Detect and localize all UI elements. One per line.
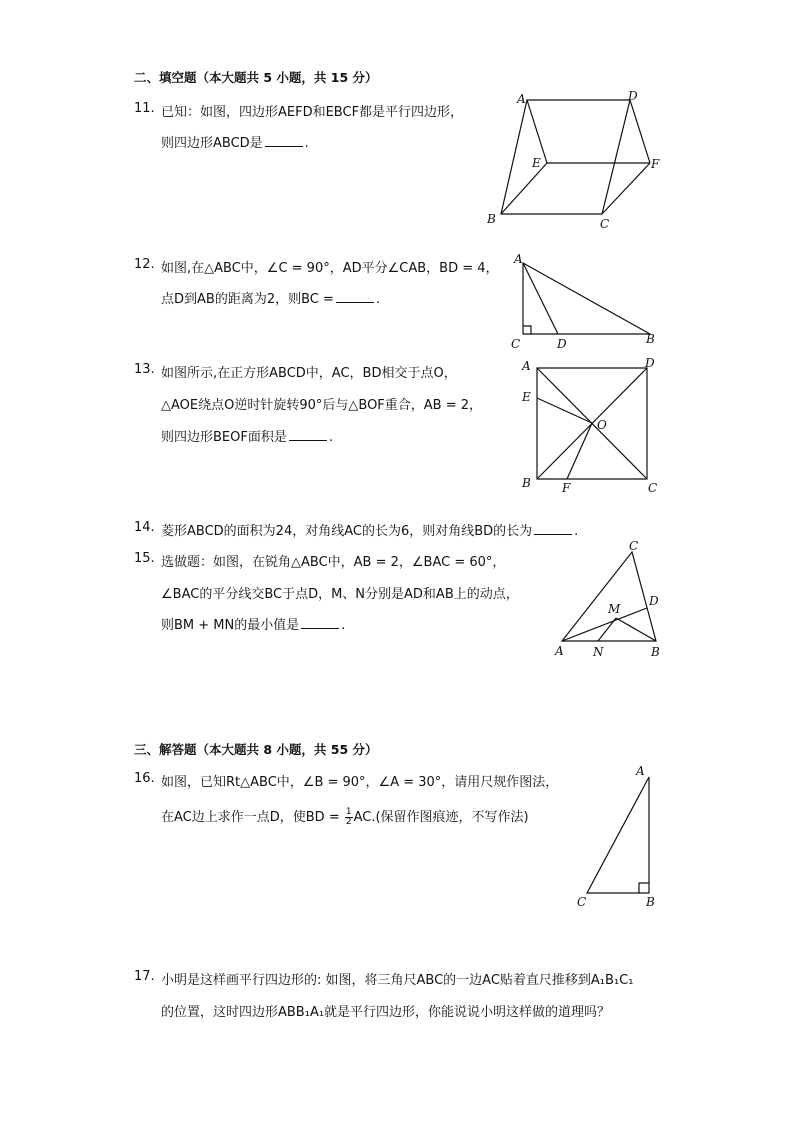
section-2-title: 二、填空题（本大题共 5 小题，共 15 分） bbox=[134, 70, 378, 85]
figure-12-label-d: D bbox=[557, 337, 567, 350]
figure-11-label-e: E bbox=[532, 156, 541, 170]
question-13-line-3 bbox=[161, 426, 333, 445]
question-14-period: . bbox=[574, 524, 579, 539]
question-13-line-2: △AOE绕点O逆时针旋转90°后与△BOF重合，AB = 2， bbox=[161, 398, 483, 413]
figure-15-label-a: A bbox=[555, 644, 564, 658]
figure-15-segment-mn bbox=[598, 618, 616, 641]
figure-13-label-e: E bbox=[522, 390, 531, 404]
question-16-text: 在AC边上求作一点D，使BD = bbox=[161, 810, 340, 825]
question-17-number: 17. bbox=[134, 969, 155, 984]
figure-12-label-a: A bbox=[514, 252, 523, 266]
figure-11-label-b: B bbox=[487, 212, 496, 226]
figure-15-label-b: B bbox=[651, 645, 660, 659]
figure-12-label-b: B bbox=[646, 332, 655, 346]
question-15-line-2: ∠BAC的平分线交BC于点D，M、N分别是AD和AB上的动点， bbox=[161, 587, 519, 602]
answer-blank[interactable] bbox=[301, 616, 339, 629]
figure-12-right-angle-mark bbox=[523, 326, 531, 334]
figure-12-bisector-ad bbox=[523, 263, 558, 334]
fraction-one-half: $\frac{1}{2}$ bbox=[345, 807, 352, 827]
figure-16-label-a: A bbox=[636, 764, 645, 778]
figure-16-right-angle-mark bbox=[639, 883, 649, 893]
figure-13-label-d: D bbox=[645, 356, 655, 370]
figure-13-segment-fo bbox=[567, 423, 592, 479]
question-11-line-2 bbox=[161, 132, 309, 151]
question-12-period: . bbox=[375, 292, 381, 307]
question-14-line-1 bbox=[161, 520, 578, 539]
question-12-number: 12. bbox=[134, 257, 155, 272]
question-14-text: 菱形ABCD的面积为24，对角线AC的长为6，则对角线BD的长为 bbox=[161, 524, 533, 539]
figure-16-triangle-abc bbox=[587, 777, 649, 893]
answer-blank[interactable] bbox=[534, 522, 572, 535]
figure-13-label-b: B bbox=[522, 476, 531, 490]
question-11-text: 则四边形ABCD是 bbox=[161, 136, 263, 151]
figure-11-parallelograms bbox=[480, 88, 670, 233]
question-17-line-2: 的位置，这时四边形ABB₁A₁就是平行四边形，你能说说小明这样做的道理吗？ bbox=[161, 1005, 611, 1020]
question-16-text-rest: AC.(保留作图痕迹，不写作法) bbox=[353, 810, 529, 825]
question-11-line-1: 已知：如图，四边形AEFD和EBCF都是平行四边形， bbox=[161, 105, 464, 120]
question-12-line-1: 如图,在△ABC中，∠C = 90°，AD平分∠CAB，BD = 4， bbox=[161, 261, 499, 276]
question-13-line-1: 如图所示,在正方形ABCD中，AC，BD相交于点O， bbox=[161, 366, 457, 381]
figure-15-label-d: D bbox=[649, 594, 659, 608]
question-16-number: 16. bbox=[134, 771, 155, 786]
question-15-text: 则BM + MN的最小值是 bbox=[161, 618, 300, 633]
figure-13-label-c: C bbox=[648, 481, 658, 495]
question-13-period: . bbox=[328, 430, 333, 445]
figure-15-label-n: N bbox=[593, 645, 604, 659]
section-3-title: 三、解答题（本大题共 8 小题，共 55 分） bbox=[134, 742, 378, 757]
question-16-line-2 bbox=[161, 806, 529, 827]
figure-11-label-f: F bbox=[651, 157, 660, 171]
question-12-line-2 bbox=[161, 288, 380, 307]
answer-blank[interactable] bbox=[336, 290, 374, 303]
question-15-period: . bbox=[341, 618, 346, 633]
question-15-line-1: 选做题：如图，在锐角△ABC中，AB = 2，∠BAC = 60°， bbox=[161, 555, 506, 570]
figure-11-edge-ae bbox=[527, 100, 547, 163]
figure-15-triangle bbox=[548, 535, 668, 663]
question-11-period: . bbox=[304, 136, 309, 151]
question-13-number: 13. bbox=[134, 362, 155, 377]
figure-11-edge-df bbox=[630, 100, 650, 163]
figure-16-label-b: B bbox=[646, 895, 655, 909]
question-15-number: 15. bbox=[134, 551, 155, 566]
figure-11-label-c: C bbox=[600, 217, 610, 231]
figure-16-label-c: C bbox=[577, 895, 587, 909]
figure-15-label-c: C bbox=[629, 539, 639, 553]
figure-12-triangle-abc bbox=[523, 263, 650, 334]
figure-16-right-triangle bbox=[570, 760, 670, 915]
figure-11-edge-fc bbox=[602, 163, 650, 214]
figure-12-right-triangle bbox=[505, 250, 665, 350]
question-13-text: 则四边形BEOF面积是 bbox=[161, 430, 287, 445]
figure-12-label-c: C bbox=[511, 337, 521, 350]
figure-11-label-a: A bbox=[517, 92, 526, 106]
question-12-text: 点D到AB的距离为2，则BC = bbox=[161, 292, 334, 307]
figure-15-segment-bm bbox=[616, 618, 656, 641]
figure-11-edge-eb bbox=[501, 163, 547, 214]
figure-11-quad-abcd bbox=[501, 100, 630, 214]
figure-13-label-f: F bbox=[562, 481, 571, 495]
figure-13-label-a: A bbox=[522, 359, 531, 373]
figure-13-label-o: O bbox=[597, 418, 607, 432]
figure-13-segment-eo bbox=[537, 398, 592, 423]
question-14-number: 14. bbox=[134, 520, 155, 535]
answer-blank[interactable] bbox=[289, 428, 327, 441]
figure-11-label-d: D bbox=[628, 89, 638, 103]
question-15-line-3 bbox=[161, 614, 345, 633]
question-16-line-1: 如图，已知Rt△ABC中，∠B = 90°，∠A = 30°，请用尺规作图法， bbox=[161, 775, 559, 790]
figure-13-square bbox=[515, 355, 665, 500]
question-17-line-1: 小明是这样画平行四边形的: 如图，将三角尺ABC的一边AC贴着直尺推移到A₁B₁C₁ bbox=[161, 973, 634, 988]
question-11-number: 11. bbox=[134, 101, 155, 116]
figure-15-label-m: M bbox=[608, 602, 621, 616]
answer-blank[interactable] bbox=[265, 134, 303, 147]
